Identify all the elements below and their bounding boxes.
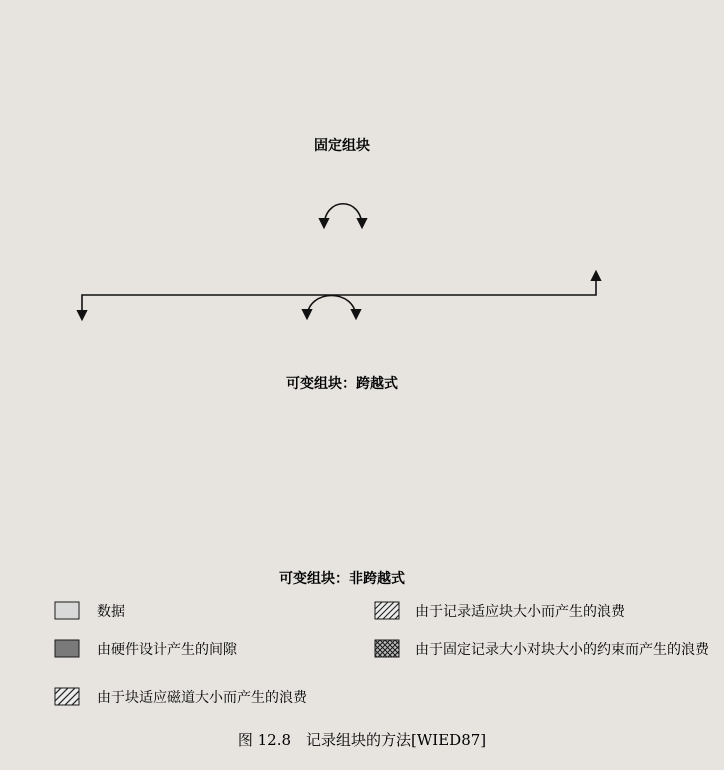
span-arrow-r6 bbox=[82, 272, 596, 319]
legend-swatch-data bbox=[55, 602, 79, 619]
legend-label: 数据 bbox=[97, 604, 125, 620]
section-caption: 可变组块：跨越式 bbox=[286, 376, 398, 392]
section-variable-spanned bbox=[82, 204, 596, 392]
legend-item-data bbox=[55, 602, 125, 620]
legend-swatch-waste-fixed bbox=[375, 640, 399, 657]
legend-swatch-gap bbox=[55, 640, 79, 657]
legend-item-gap bbox=[55, 640, 238, 658]
legend bbox=[55, 602, 710, 706]
legend-item-waste-track bbox=[55, 688, 308, 706]
section-fixed-blocking bbox=[314, 137, 370, 154]
legend-item-waste-fixed bbox=[375, 640, 710, 658]
legend-label: 由硬件设计产生的间隙 bbox=[97, 642, 237, 658]
section-caption: 可变组块：非跨越式 bbox=[279, 571, 405, 587]
figure-caption: 图 12.8 记录组块的方法[WIED87] bbox=[237, 731, 487, 749]
legend-swatch-waste-track bbox=[55, 688, 79, 705]
legend-swatch-waste-block bbox=[375, 602, 399, 619]
legend-label: 由于固定记录大小对块大小的约束而产生的浪费 bbox=[415, 642, 709, 658]
legend-label: 由于记录适应块大小而产生的浪费 bbox=[415, 604, 625, 620]
section-caption: 固定组块 bbox=[314, 138, 370, 154]
legend-label: 由于块适应磁道大小而产生的浪费 bbox=[97, 690, 307, 706]
span-arrow-r4 bbox=[324, 204, 362, 227]
span-arrow-r9 bbox=[307, 296, 356, 319]
legend-item-waste-block bbox=[375, 602, 626, 620]
section-variable-unspanned bbox=[279, 570, 405, 587]
